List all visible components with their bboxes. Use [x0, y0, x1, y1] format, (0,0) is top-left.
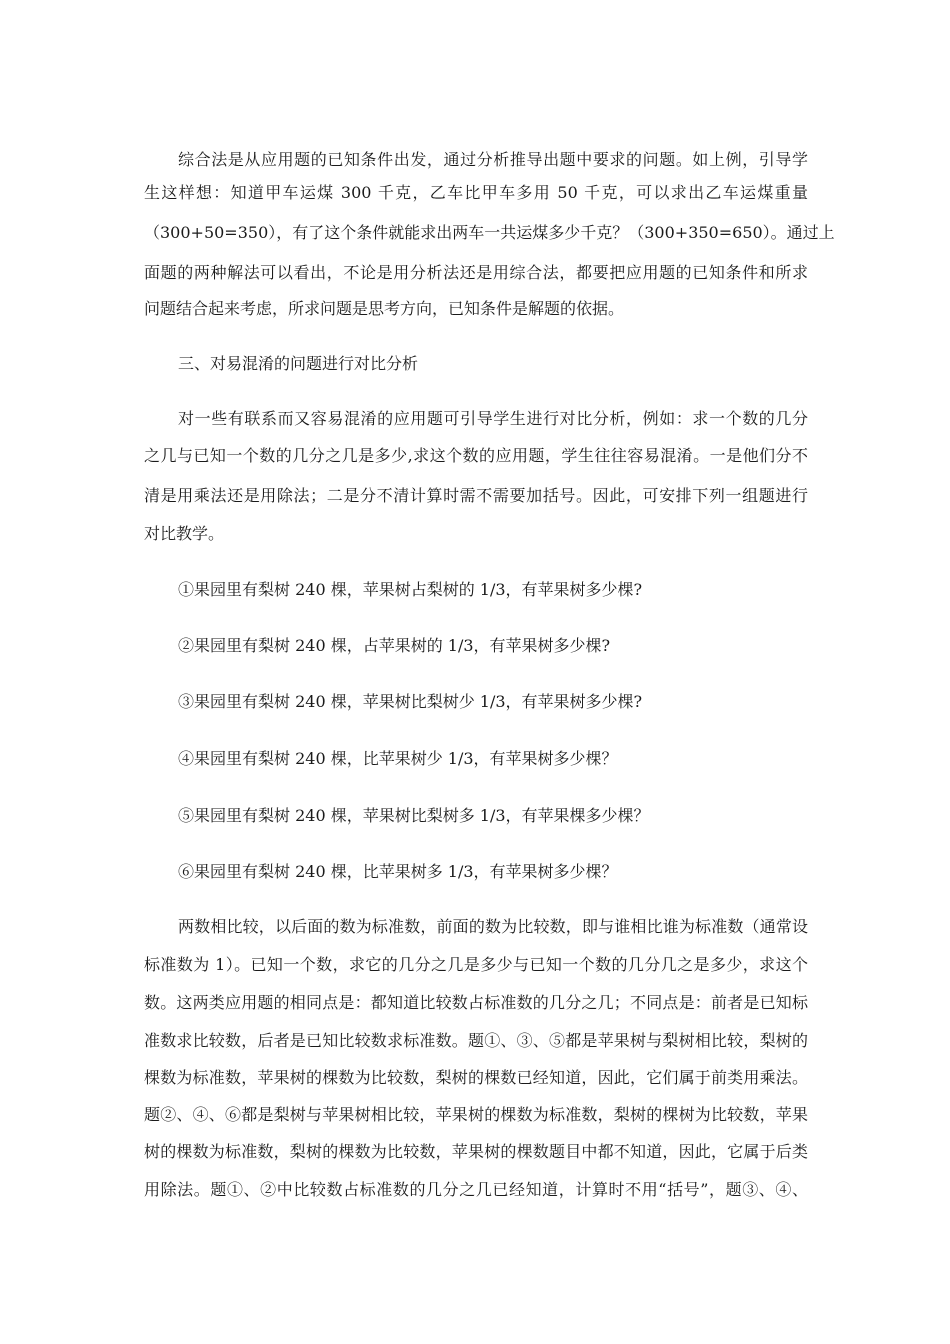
problem-item: ②果园里有梨树 240 棵，占苹果树的 1/3，有苹果树多少棵?: [178, 636, 611, 655]
problem-item: ⑥果园里有梨树 240 棵，比苹果树多 1/3，有苹果树多少棵？: [178, 862, 618, 881]
problem-item: ③果园里有梨树 240 棵，苹果树比梨树少 1/3，有苹果树多少棵?: [178, 692, 643, 711]
problem-item: ④果园里有梨树 240 棵，比苹果树少 1/3，有苹果树多少棵？: [178, 749, 618, 768]
paragraph-line: 对比教学。: [144, 524, 225, 543]
paragraph-line: 用除法。题①、②中比较数占标准数的几分之几已经知道，计算时不用“括号”，题③、④、: [144, 1180, 808, 1199]
paragraph-line: 题②、④、⑥都是梨树与苹果树相比较，苹果树的棵数为标准数，梨树的棵树为比较数，苹果: [144, 1105, 808, 1124]
problem-item: ①果园里有梨树 240 棵，苹果树占梨树的 1/3，有苹果树多少棵?: [178, 580, 643, 599]
problem-item: ⑤果园里有梨树 240 棵，苹果树比梨树多 1/3，有苹果棵多少棵？: [178, 806, 650, 825]
paragraph-line: 清是用乘法还是用除法；二是分不清计算时需不需要加括号。因此，可安排下列一组题进行: [144, 486, 808, 505]
paragraph-line: 准数求比较数，后者是已知比较数求标准数。题①、③、⑤都是苹果树与梨树相比较，梨树的: [144, 1031, 808, 1050]
paragraph-line: 生这样想：知道甲车运煤 300 千克，乙车比甲车多用 50 千克，可以求出乙车运煤重量: [144, 183, 808, 202]
section-heading: 三、对易混淆的问题进行对比分析: [178, 354, 419, 373]
paragraph-line: 面题的两种解法可以看出，不论是用分析法还是用综合法，都要把应用题的已知条件和所求: [144, 263, 808, 282]
paragraph-line: 数。这两类应用题的相同点是：都知道比较数占标准数的几分之几；不同点是：前者是已知标: [144, 993, 808, 1012]
paragraph-line: 问题结合起来考虑，所求问题是思考方向，已知条件是解题的依据。: [144, 299, 625, 318]
paragraph-line: 综合法是从应用题的已知条件出发，通过分析推导出题中要求的问题。如上例，引导学: [178, 150, 808, 169]
paragraph-line: 之几与已知一个数的几分之几是多少,求这个数的应用题，学生往往容易混淆。一是他们分不: [144, 446, 808, 465]
paragraph-line: 棵数为标准数，苹果树的棵数为比较数，梨树的棵数已经知道，因此，它们属于前类用乘法。: [144, 1068, 808, 1087]
paragraph-line: 两数相比较，以后面的数为标准数，前面的数为比较数，即与谁相比谁为标准数（通常设: [178, 917, 808, 936]
paragraph-line: （300+50=350），有了这个条件就能求出两车一共运煤多少千克？（300+350=650）。通过上: [144, 223, 835, 242]
paragraph-line: 标准数为 1）。已知一个数，求它的几分之几是多少与已知一个数的几分几之是多少，求这个: [144, 955, 808, 974]
paragraph-line: 对一些有联系而又容易混淆的应用题可引导学生进行对比分析，例如：求一个数的几分: [178, 409, 808, 428]
paragraph-line: 树的棵数为标准数，梨树的棵数为比较数，苹果树的棵数题目中都不知道，因此，它属于后类: [144, 1142, 808, 1161]
